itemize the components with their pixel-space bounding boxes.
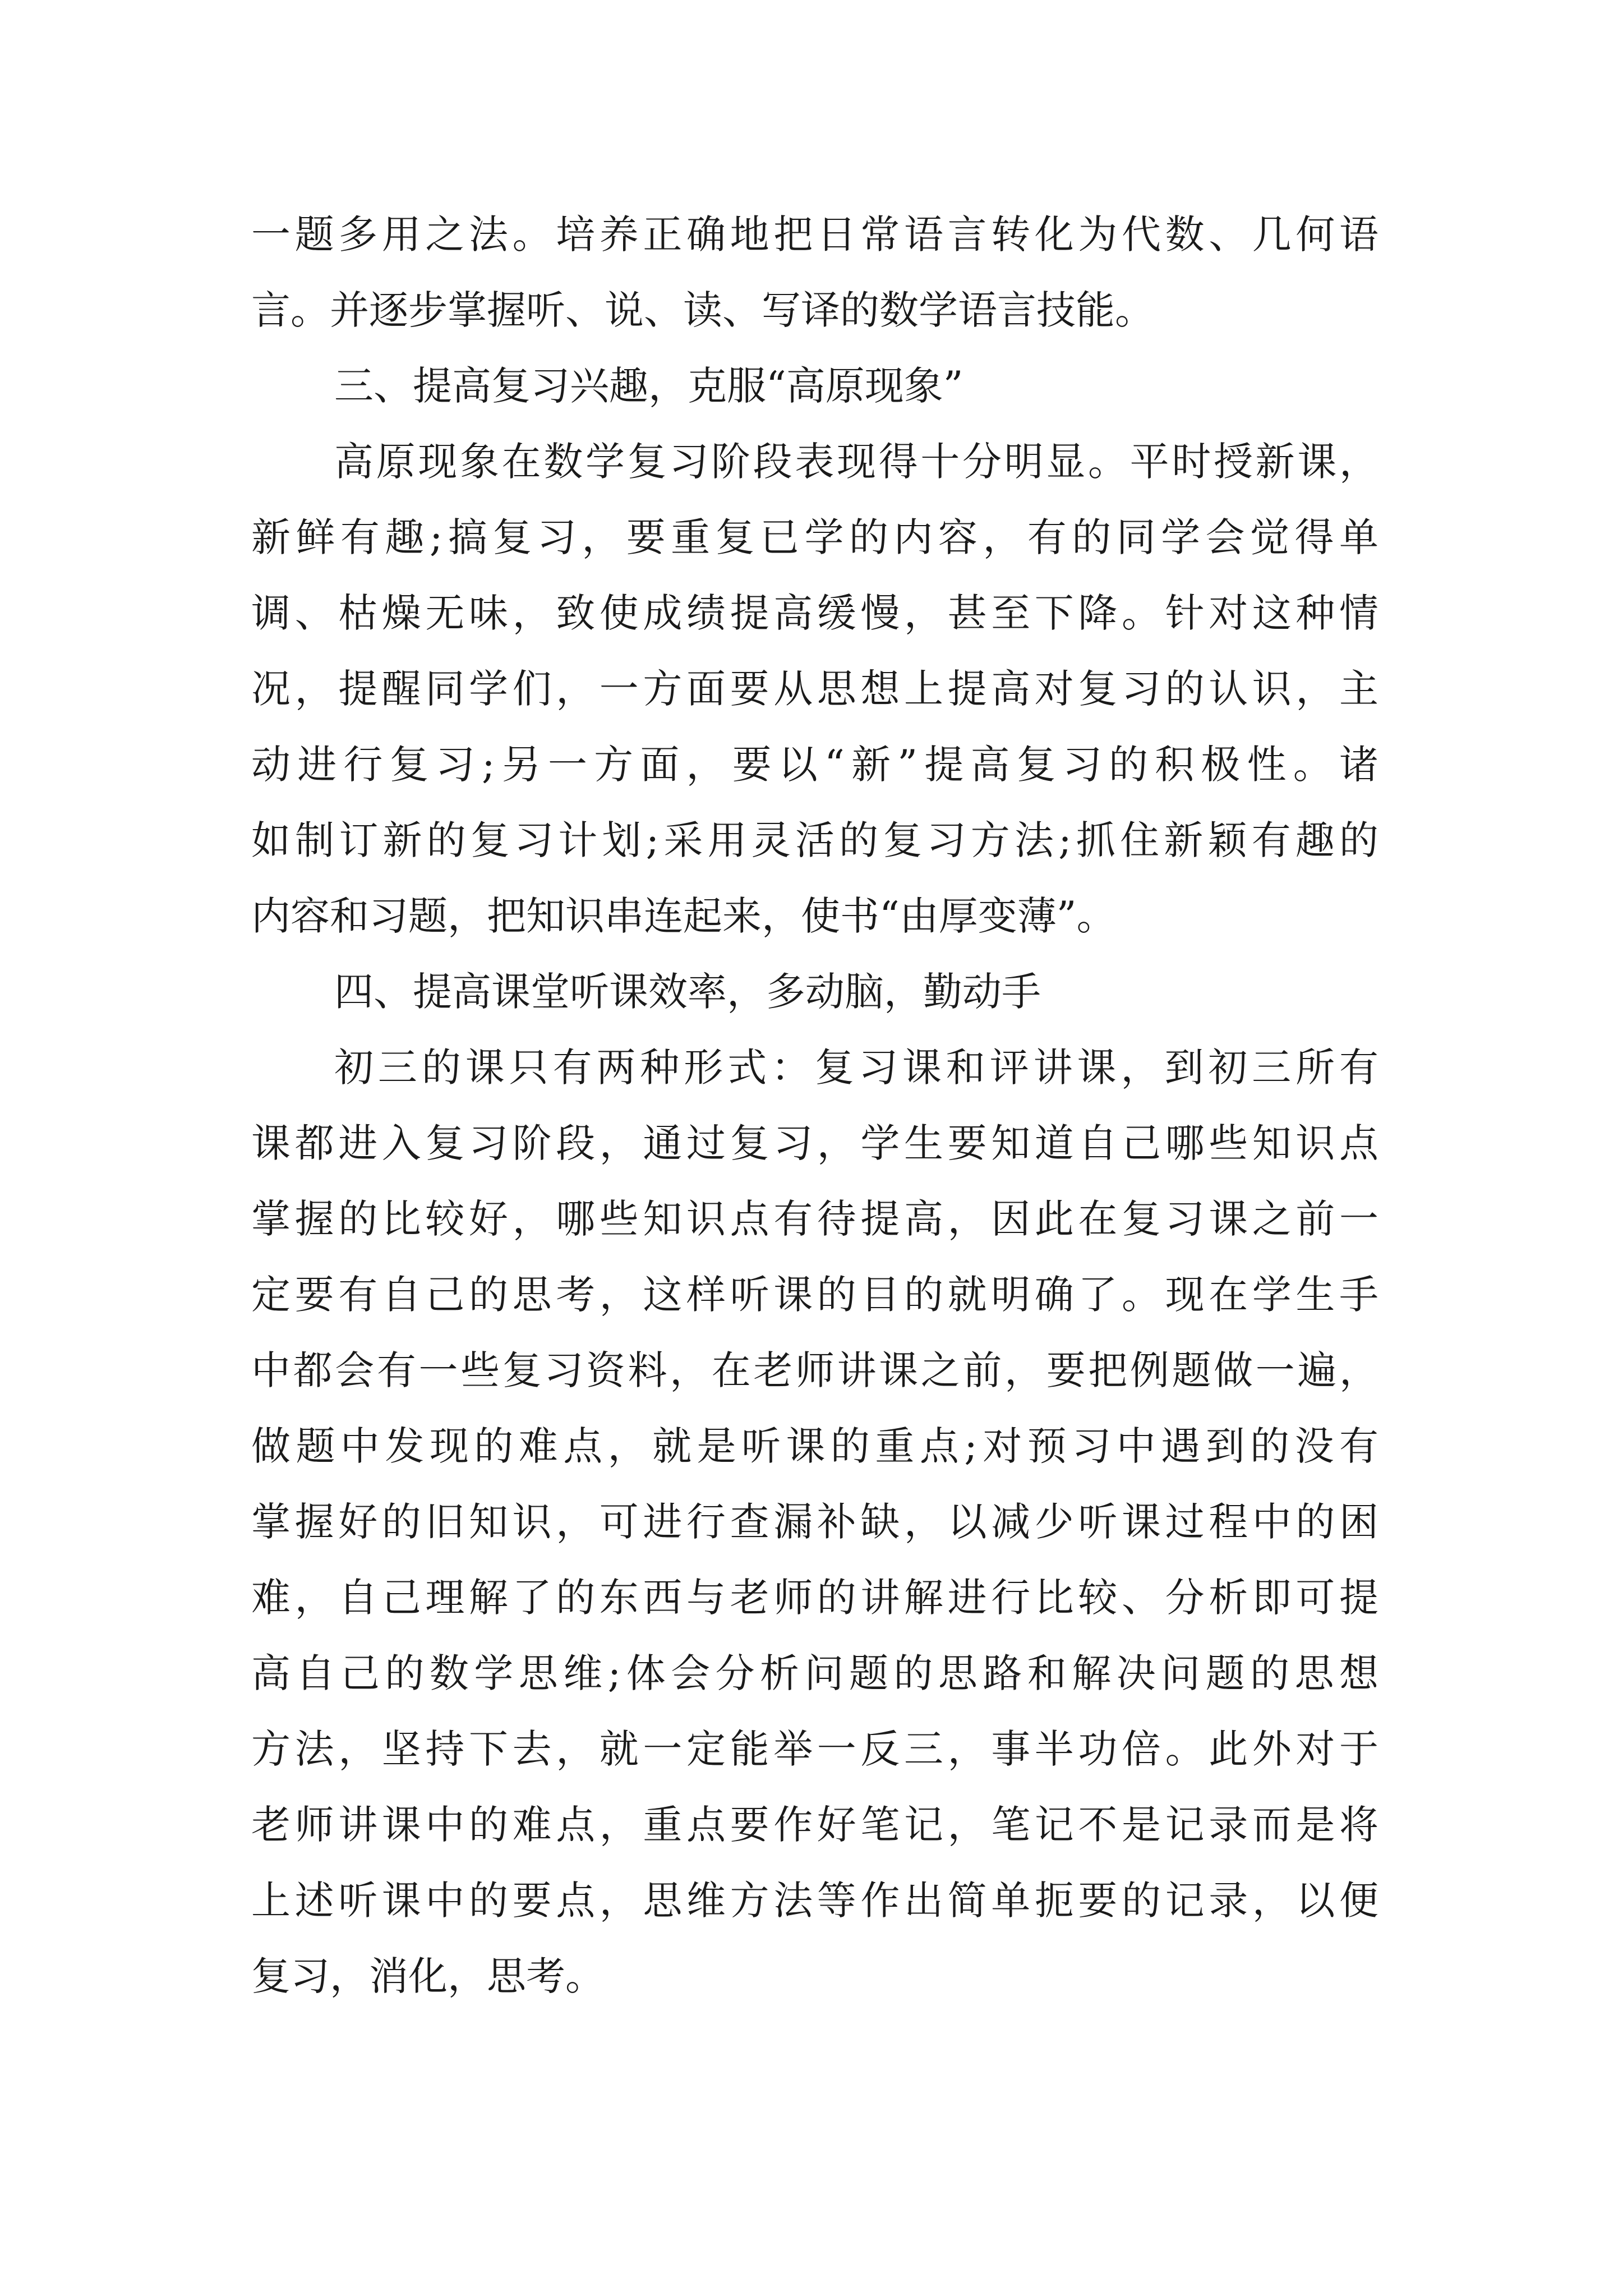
text-line: 一题多用之法。培养正确地把日常语言转化为代数、几何语 xyxy=(251,211,1378,257)
text-line: 复习，消化，思考。 xyxy=(251,1953,605,1999)
text-line: 掌握的比较好，哪些知识点有待提高，因此在复习课之前一 xyxy=(251,1196,1378,1242)
text-line: 方法，坚持下去，就一定能举一反三，事半功倍。此外对于 xyxy=(251,1726,1378,1772)
text-line: 如制订新的复习计划;采用灵活的复习方法;抓住新颖有趣的 xyxy=(251,817,1378,863)
text-line: 动进行复习;另一方面，要以“新”提高复习的积极性。诸 xyxy=(251,742,1378,788)
text-line: 上述听课中的要点，思维方法等作出简单扼要的记录，以便 xyxy=(251,1878,1378,1924)
text-line: 课都进入复习阶段，通过复习，学生要知道自己哪些知识点 xyxy=(251,1120,1378,1166)
text-line: 高自己的数学思维;体会分析问题的思路和解决问题的思想 xyxy=(251,1650,1378,1696)
text-line: 老师讲课中的难点，重点要作好笔记，笔记不是记录而是将 xyxy=(251,1802,1378,1848)
text-line: 初三的课只有两种形式：复习课和评讲课，到初三所有 xyxy=(334,1045,1378,1091)
text-line: 定要有自己的思考，这样听课的目的就明确了。现在学生手 xyxy=(251,1272,1378,1318)
text-line: 中都会有一些复习资料，在老师讲课之前，要把例题做一遍， xyxy=(251,1347,1378,1393)
text-line: 掌握好的旧知识，可进行查漏补缺，以减少听课过程中的困 xyxy=(251,1499,1378,1545)
text-line: 新鲜有趣;搞复习，要重复已学的内容，有的同学会觉得单 xyxy=(251,514,1378,560)
text-line: 言。并逐步掌握听、说、读、写译的数学语言技能。 xyxy=(251,287,1154,333)
text-line: 内容和习题，把知识串连起来，使书“由厚变薄”。 xyxy=(251,893,1116,939)
text-line: 难，自己理解了的东西与老师的讲解进行比较、分析即可提 xyxy=(251,1575,1378,1621)
section-heading: 三、提高复习兴趣，克服“高原现象” xyxy=(334,363,963,409)
text-line: 调、枯燥无味，致使成绩提高缓慢，甚至下降。针对这种情 xyxy=(251,590,1378,636)
text-line: 高原现象在数学复习阶段表现得十分明显。平时授新课， xyxy=(334,439,1378,485)
section-heading: 四、提高课堂听课效率，多动脑，勤动手 xyxy=(334,969,1041,1015)
text-line: 况，提醒同学们，一方面要从思想上提高对复习的认识，主 xyxy=(251,666,1378,712)
text-line: 做题中发现的难点，就是听课的重点;对预习中遇到的没有 xyxy=(251,1423,1378,1469)
